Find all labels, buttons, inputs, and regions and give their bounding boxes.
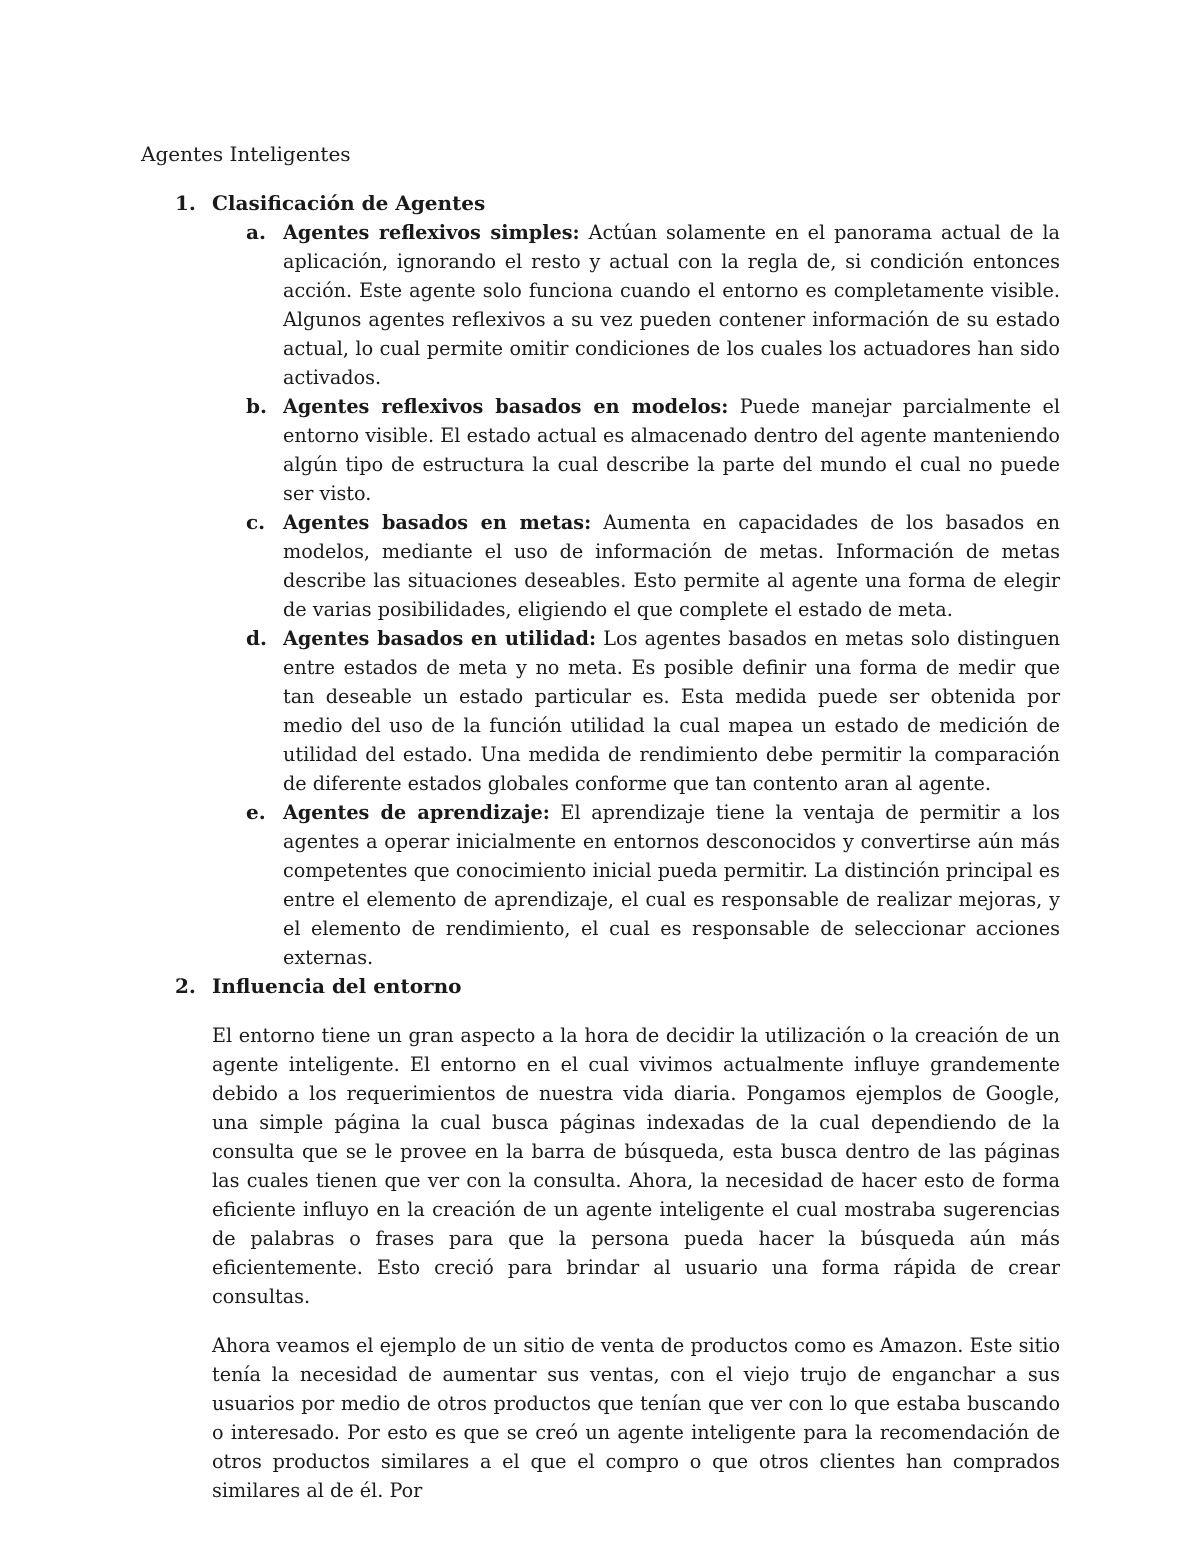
item-letter: b. [246,394,267,418]
section-number: 2. [175,974,196,998]
item-term: Agentes de aprendizaje: [283,801,550,824]
section-number: 1. [175,191,196,215]
section-classification [141,189,1060,972]
item-term: Agentes reflexivos simples: [283,221,580,244]
item-text: Puede manejar parcialmente el entorno visible. El estado actual es almacenado dentro del agente manteniendo algún tipo de estructura la cual describe la parte del mundo el cual no puede ser visto. [283,395,1060,505]
list-item [141,508,1060,624]
list-item [141,624,1060,798]
agent-type-list [141,218,1060,972]
body-paragraph: El entorno tiene un gran aspecto a la hora de decidir la utilización o la creación de un agente inteligente. El entorno en el cual vivimos actualmente influye grandemente debido a los requerimientos de nuestra vida diaria. Pongamos ejemplos de Google, una simple página la cual busca páginas indexadas de la cual dependiendo de la consulta que se le provee en la barra de búsqueda, esta busca dentro de las páginas las cuales tienen que ver con la consulta. Ahora, la necesidad de hacer esto de forma eficiente influyo en la creación de un agente inteligente el cual mostraba sugerencias de palabras o frases para que la persona pueda hacer la búsqueda aún más eficientemente. Esto creció para brindar al usuario una forma rápida de crear consultas. [212,1024,1060,1308]
item-text: Aumenta en capacidades de los basados en modelos, mediante el uso de información de metas. Información de metas describe las situaciones deseables. Esto permite al agente una forma de elegir de varias posibilidades, eligiendo el que complete el estado de meta. [283,511,1061,621]
item-letter: a. [246,220,266,244]
item-body [283,392,1060,508]
item-text: El aprendizaje tiene la ventaja de permitir a los agentes a operar inicialmente en entornos desconocidos y convertirse aún más competentes que conocimiento inicial pueda permitir. La distinción principal es entre el elemento de aprendizaje, el cual es responsable de realizar mejoras, y el elemento de rendimiento, el cual es responsable de seleccionar acciones externas. [283,801,1060,969]
item-term: Agentes reflexivos basados en modelos: [283,395,729,418]
item-term: Agentes basados en metas: [283,511,592,534]
list-item [141,392,1060,508]
list-item [141,798,1060,972]
item-body [283,798,1060,972]
document-title: Agentes Inteligentes [141,142,351,166]
item-text: Actúan solamente en el panorama actual de la aplicación, ignorando el resto y actual con la regla de, si condición entonces acción. Este agente solo funciona cuando el entorno es completamente visible. Algunos agentes reflexivos a su vez pueden contener información de su estado actual, lo cual permite omitir condiciones de los cuales los actuadores han sido activados. [283,221,1060,389]
item-text: Los agentes basados en metas solo distinguen entre estados de meta y no meta. Es posible definir una forma de medir que tan deseable un estado particular es. Esta medida puede ser obtenida por medio del uso de la función utilidad la cual mapea un estado de medición de utilidad del estado. Una medida de rendimiento debe permitir la comparación de diferente estados globales conforme que tan contento aran al agente. [283,627,1060,795]
item-body [283,218,1060,392]
section-title: Influencia del entorno [212,974,462,998]
item-letter: c. [246,510,266,534]
item-term: Agentes basados en utilidad: [283,627,597,650]
item-letter: d. [246,626,267,650]
body-paragraph: Ahora veamos el ejemplo de un sitio de venta de productos como es Amazon. Este sitio tenía la necesidad de aumentar sus ventas, con el viejo trujo de enganchar a sus usuarios por medio de otros productos que tenían que ver con lo que estaba buscando o interesado. Por esto es que se creó un agente inteligente para la recomendación de otros productos similares a el que el compro o que otros clientes han comprados similares al de él. Por [212,1334,1060,1502]
item-body [283,624,1060,798]
section-title: Clasificación de Agentes [212,191,486,215]
section-heading [141,189,1060,218]
item-body [283,508,1060,624]
item-letter: e. [246,800,266,824]
section-heading [141,972,1060,1001]
list-item [141,218,1060,392]
section-environment [141,972,1060,1505]
